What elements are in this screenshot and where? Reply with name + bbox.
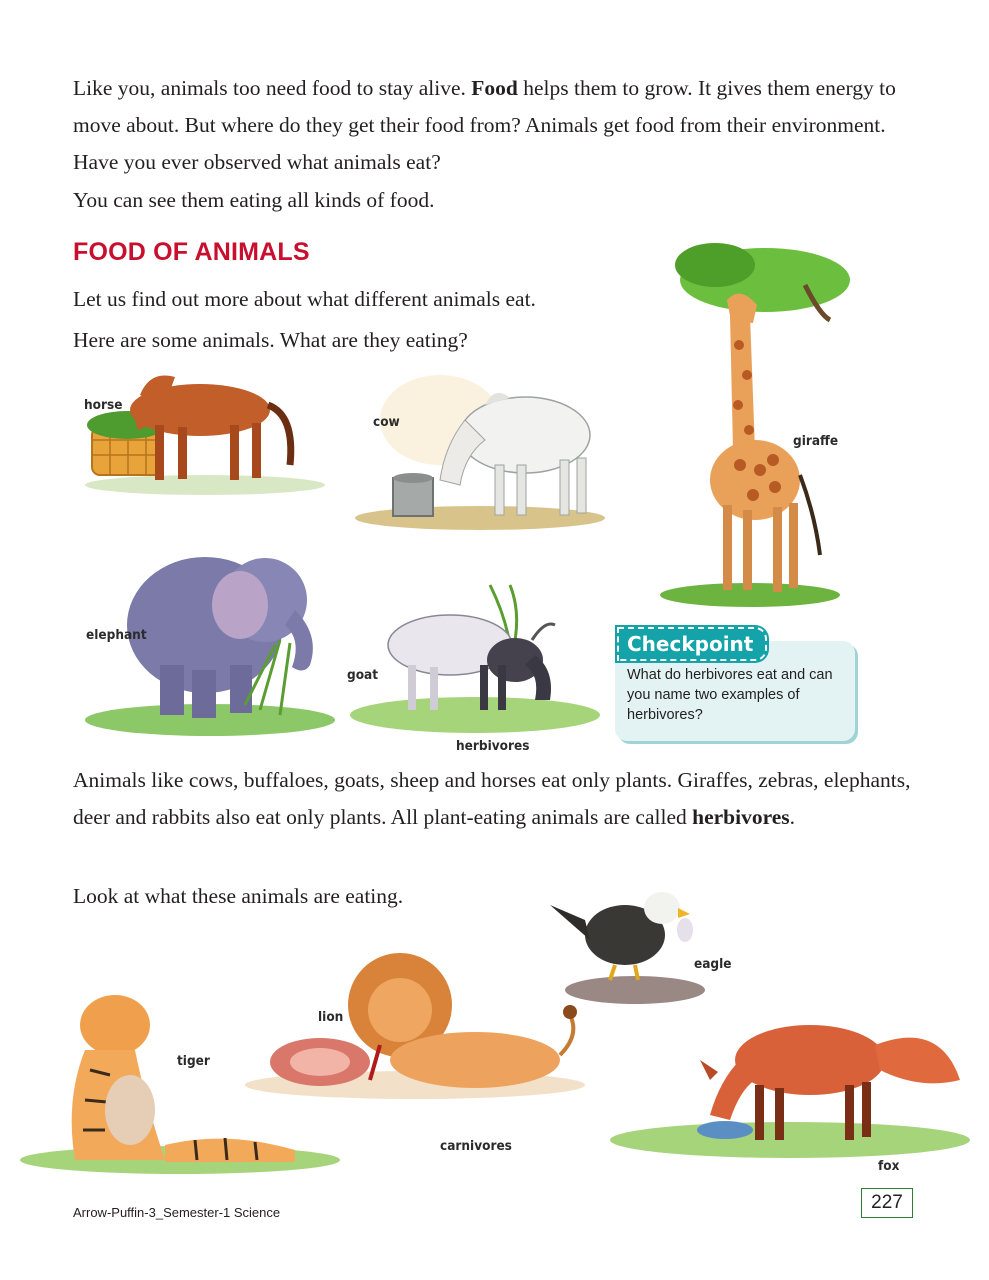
herbivores-paragraph: Animals like cows, buffaloes, goats, sheep and horses eat only plants. Giraffes, zebras, elephants, deer and rabbits also eat only plants. All plant-eating animals are called herbivores. [73,768,911,829]
footer-book-title: Arrow-Puffin-3_Semester-1 Science [73,1205,281,1220]
intro-line-2: You can see them eating all kinds of food. [73,188,435,212]
lion-label: lion [318,1009,344,1025]
tiger-label: tiger [177,1053,210,1069]
checkpoint-box [615,633,855,741]
horse-illustration [80,355,330,495]
fox-label: fox [878,1158,900,1174]
checkpoint-title: Checkpoint [617,627,767,661]
cow-label: cow [373,414,400,430]
horse-label: horse [84,397,123,413]
section-heading: FOOD OF ANIMALS [73,238,310,266]
section-line-2: Here are some animals. What are they eating? [73,328,468,352]
food-keyword: Food [471,76,518,100]
elephant-label: elephant [86,627,147,643]
intro-paragraph: Like you, animals too need food to stay alive. Food helps them to grow. It gives them energy to move about. But where do they get their food from? Animals get food from their environment. Have you ever observed what animals eat? [73,76,896,174]
eagle-label: eagle [694,956,732,972]
page-number: 227 [861,1188,913,1218]
herbivores-keyword: herbivores [692,805,790,829]
carnivores-intro: Look at what these animals are eating. [73,884,404,908]
herbivores-caption: herbivores [456,738,530,754]
giraffe-illustration [655,225,850,610]
section-line-1: Let us find out more about what different animals eat. [73,287,536,311]
fox-illustration [590,990,970,1165]
lion-illustration [225,950,585,1100]
giraffe-label: giraffe [793,433,839,449]
goat-illustration [340,565,605,735]
goat-label: goat [347,667,379,683]
carnivores-caption: carnivores [440,1138,512,1154]
checkpoint-question: What do herbivores eat and can you name two examples of herbivores? [627,667,833,723]
cow-illustration [345,360,610,530]
